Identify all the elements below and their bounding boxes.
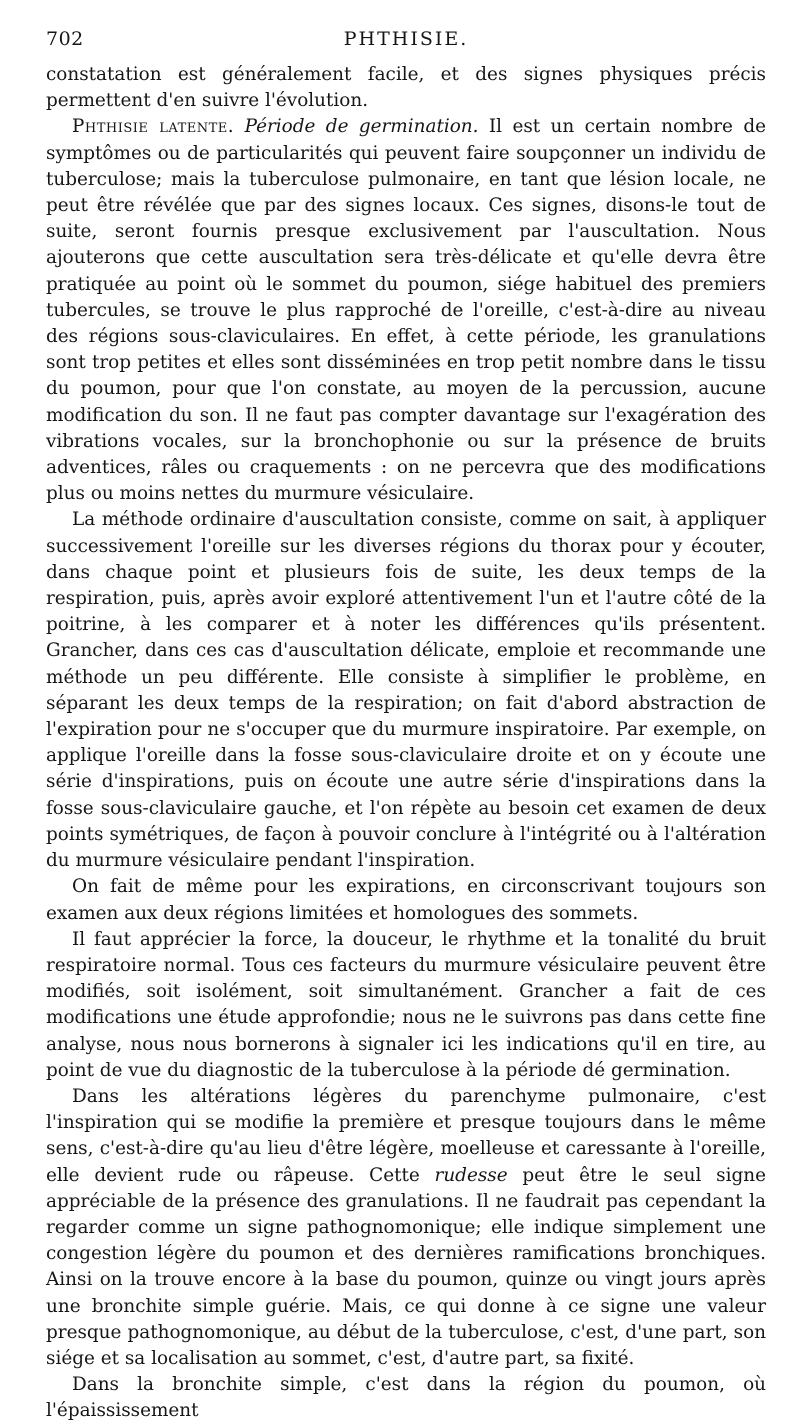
paragraph-text: Il faut apprécier la force, la douceur, le rhythme et la tonalité du bruit respiratoire normal. Tous ces facteurs du murmure vésiculaire peuvent être modifiés, soit isolément, soit simultanément. Grancher a fait de ces modifications une étude approfondie; nous ne le suivrons pas dans cette fine analyse, nous nous bornerons à signaler ici les indications qu'il en tire, au point de vue du diagnostic de la tuberculose à la période dé germination. <box>46 928 766 1081</box>
paragraph-alterations-legeres <box>46 1084 766 1372</box>
paragraph-methode-auscultation <box>46 507 766 874</box>
paragraph-expirations <box>46 874 766 926</box>
paragraph-continuation <box>46 62 766 114</box>
paragraph-phthisie-latente <box>46 114 766 507</box>
section-heading: Phthisie latente. <box>72 116 235 138</box>
paragraph-text: peut être le seul signe appréciable de la présence des granulations. Il ne faudrait pas cependant la regarder comme un signe pathognomonique; elle indique simplement une congestion légère du poumon et des dernières ramifications bronchiques. Ainsi on la trouve encore à la base du poumon, quinze ou vingt jours après une bronchite simple guérie. Mais, ce qui donne à ce signe une valeur presque pathognomonique, au début de la tuberculose, c'est, d'une part, son siége et sa localisation au sommet, c'est, d'autre part, sa fixité. <box>46 1164 767 1369</box>
paragraph-text: On fait de même pour les expirations, en circonscrivant toujours son examen aux deux régions limitées et homologues des sommets. <box>46 876 766 924</box>
paragraph-text: Il est un certain nombre de symptômes ou de particularités qui peuvent faire soupçonner un individu de tuberculose; mais la tuberculose pulmonaire, en tant que lésion locale, ne peut être révélée que par des signes locaux. Ces signes, disons-le tout de suite, seront fournis presque exclusivement par l'auscultation. Nous ajouterons que cette auscultation sera très-délicate et qu'elle devra être pratiquée au point où le sommet du poumon, siége habituel des premiers tubercules, se trouve le plus rapproché de l'oreille, c'est-à-dire au niveau des régions sous-claviculaires. En effet, à cette période, les granulations sont trop petites et elles sont disséminées en trop petit nombre dans le tissu du poumon, pour que l'on constate, au moyen de la percussion, aucune modification du son. Il ne faut pas compter davantage sur l'exagération des vibrations vocales, sur la bronchophonie ou sur la présence de bruits adventices, râles ou craquements : on ne percevra que des modifications plus ou moins nettes du murmure vésiculaire. <box>46 116 766 505</box>
running-title: PHTHISIE. <box>343 28 469 50</box>
section-subheading: Période de germination. <box>244 116 479 138</box>
paragraph-text: constatation est généralement facile, et des signes physiques précis permettent d'en suivre l'évolution. <box>46 64 766 112</box>
paragraph-text: La méthode ordinaire d'auscultation consiste, comme on sait, à appliquer successivement l'oreille sur les diverses régions du thorax pour y écouter, dans chaque point et plusieurs fois de suite, les deux temps de la respiration, puis, après avoir exploré attentivement l'un et l'autre côté de la poitrine, à les comparer et à noter les différences qu'ils présentent. Grancher, dans ces cas d'auscultation délicate, emploie et recommande une méthode un peu différente. Elle consiste à simplifier le problème, en séparant les deux temps de la respiration; on fait d'abord abstraction de l'expiration pour ne s'occuper que du murmure inspiratoire. Par exemple, on applique l'oreille dans la fosse sous-claviculaire droite et on y écoute une série d'inspirations, puis on écoute une autre série d'inspirations dans la fosse sous-claviculaire gauche, et l'on répète au besoin cet examen de deux points symétriques, de façon à pouvoir conclure à l'intégrité ou à l'altération du murmure vésiculaire pendant l'inspiration. <box>46 509 766 872</box>
italic-term: rudesse <box>434 1164 508 1186</box>
paragraph-text: Dans la bronchite simple, c'est dans la région du poumon, où l'épaississement <box>46 1374 766 1422</box>
paragraph-text: Dans les altérations légères du parenchyme pulmonaire, c'est l'inspiration qui se modifie la première et presque toujours dans le même sens, c'est-à-dire qu'au lieu d'être légère, moelleuse et caressante à l'oreille, elle devient rude ou râpeuse. Cette <box>46 1085 766 1186</box>
page-number: 702 <box>46 28 84 50</box>
body-text <box>46 62 766 1425</box>
paragraph-bronchite-simple <box>46 1372 766 1424</box>
paragraph-bruit-respiratoire <box>46 927 766 1084</box>
page-header <box>46 28 766 62</box>
